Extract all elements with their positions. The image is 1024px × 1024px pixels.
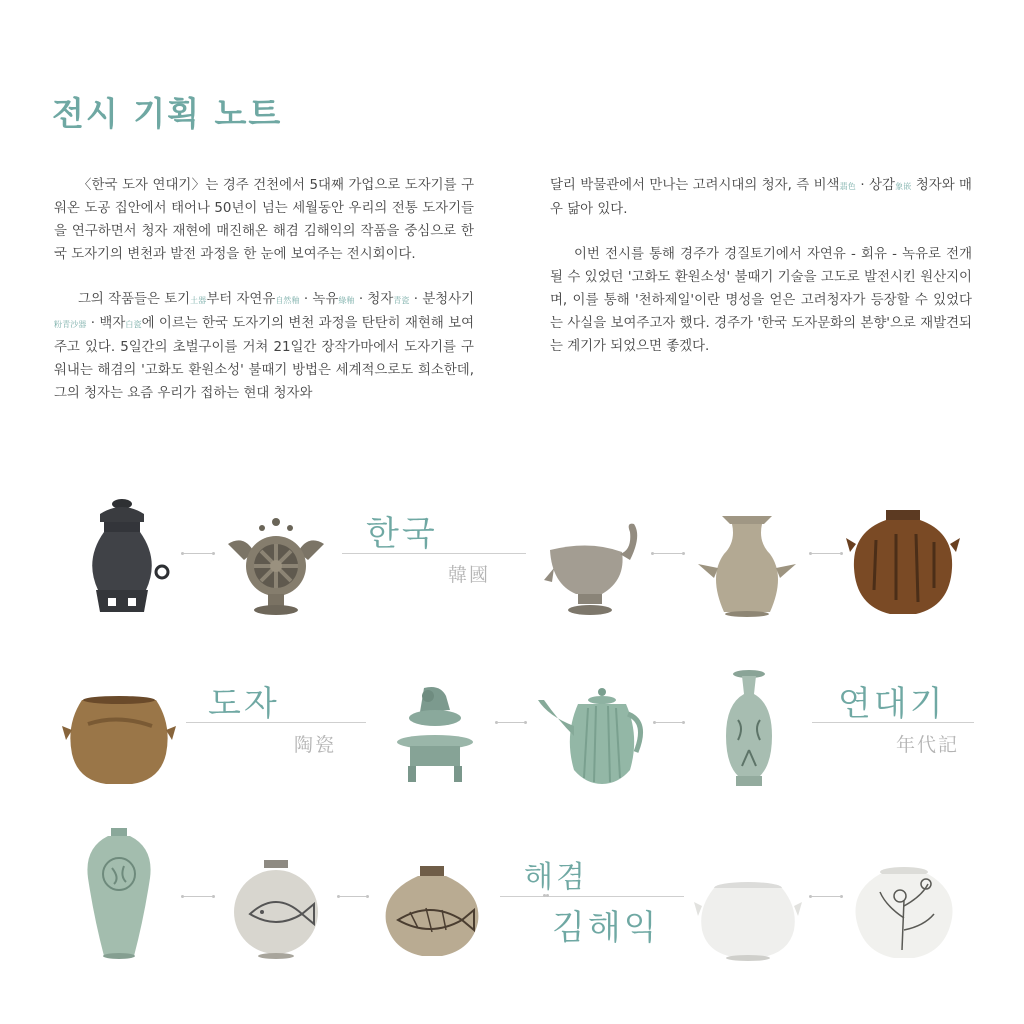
- buncheong-flask-fish-image: [232, 860, 320, 960]
- connector-line: [812, 896, 840, 897]
- wide-brown-jar-image: [62, 694, 176, 788]
- title-doja-hanja: 陶瓷: [294, 734, 337, 756]
- paragraph-3: 달리 박물관에서 만나는 고려시대의 청자, 즉 비색翡色 · 상감象嵌 청자와 매우 닮아 있다.: [550, 178, 972, 217]
- wheel-shaped-earthenware-image: [224, 514, 328, 616]
- hanja-togi: 土器: [190, 296, 207, 305]
- buncheong-jar-fish-image: [382, 866, 482, 960]
- hanja-jayeonyu: 自然釉: [275, 296, 300, 305]
- title-kim-haeik: 김해익: [552, 908, 660, 948]
- title-hanguk-hanja: 韓國: [448, 564, 491, 586]
- connector-line: [656, 722, 682, 723]
- white-porcelain-orchid-jar-image: [852, 866, 956, 962]
- lion-lid-censer-image: [394, 684, 476, 786]
- hanja-bisaek: 翡色: [839, 182, 856, 191]
- black-stoneware-jar-image: [78, 498, 174, 618]
- connector-line: [654, 553, 682, 554]
- hanja-sanggam: 象嵌: [894, 182, 912, 191]
- right-column-text: [550, 174, 972, 380]
- white-porcelain-jar-image: [694, 878, 802, 962]
- title-yeondaegi: 연대기: [838, 684, 946, 724]
- hanja-buncheong: 粉青沙器: [54, 320, 87, 329]
- hanja-cheongja: 青瓷: [393, 296, 410, 305]
- connector-line: [812, 553, 840, 554]
- celadon-ewer-image: [536, 686, 646, 786]
- title-line: [500, 896, 684, 897]
- title-hanguk: 한국: [366, 514, 438, 554]
- bird-shaped-vessel-image: [542, 520, 644, 618]
- hanja-baekja: 白瓷: [125, 320, 142, 329]
- celadon-maebyeong-image: [84, 828, 154, 962]
- connector-line: [340, 896, 366, 897]
- connector-line: [184, 896, 212, 897]
- paragraph-2: 그의 작품들은 토기土器부터 자연유自然釉 · 녹유綠釉 · 청자青瓷 · 분청사기粉青沙器 · 백자白瓷에 이르는 한국 도자기의 변천 과정을 탄탄히 재현해 보여주고 있다. 5일간의 초벌구이를 거쳐 21일간 장작가마에서 도자기를 구워내는 해겸의 '고화도 환원소성' 불때기 방법은 세계적으로도 희소한데, 그의 청자는 요즘 우리가 접하는 현대 청자와: [54, 292, 475, 401]
- left-column-text: [54, 174, 474, 427]
- title-doja: 도자: [208, 684, 280, 724]
- title-haegyeom: 해겸: [524, 860, 588, 895]
- paragraph-4: 이번 전시를 통해 경주가 경질토기에서 자연유 - 회유 - 녹유로 전개될 수 있었던 '고화도 환원소성' 불때기 기술을 고도로 발전시킨 원산지이며, 이를 통해 '천하제일'이란 명성을 얻은 고려청자가 등장할 수 있었다는 사실을 보여주고자 했다. 경주가 '한국 도자문화의 본향'으로 재발견되는 계기가 되었으면 좋겠다.: [550, 247, 972, 354]
- twin-handled-stoneware-jar-image: [694, 514, 800, 618]
- paragraph-1: 〈한국 도자 연대기〉는 경주 건천에서 5대째 가업으로 도자기를 구워온 도공 집안에서 태어나 50년이 넘는 세월동안 우리의 전통 도자기들을 연구하면서 청자 재현에 매진해온 해겸 김해익의 작품을 중심으로 한국 도자기의 변천과 발전 과정을 한 눈에 보여주는 전시회이다.: [54, 178, 474, 262]
- celadon-vase-image: [720, 670, 778, 788]
- connector-line: [184, 553, 212, 554]
- connector-line: [498, 722, 524, 723]
- title-yeondaegi-hanja: 年代記: [896, 734, 960, 756]
- brown-glazed-jar-image: [846, 510, 960, 618]
- hanja-nokyu: 綠釉: [338, 296, 355, 305]
- page-title: 전시 기획 노트: [52, 94, 283, 133]
